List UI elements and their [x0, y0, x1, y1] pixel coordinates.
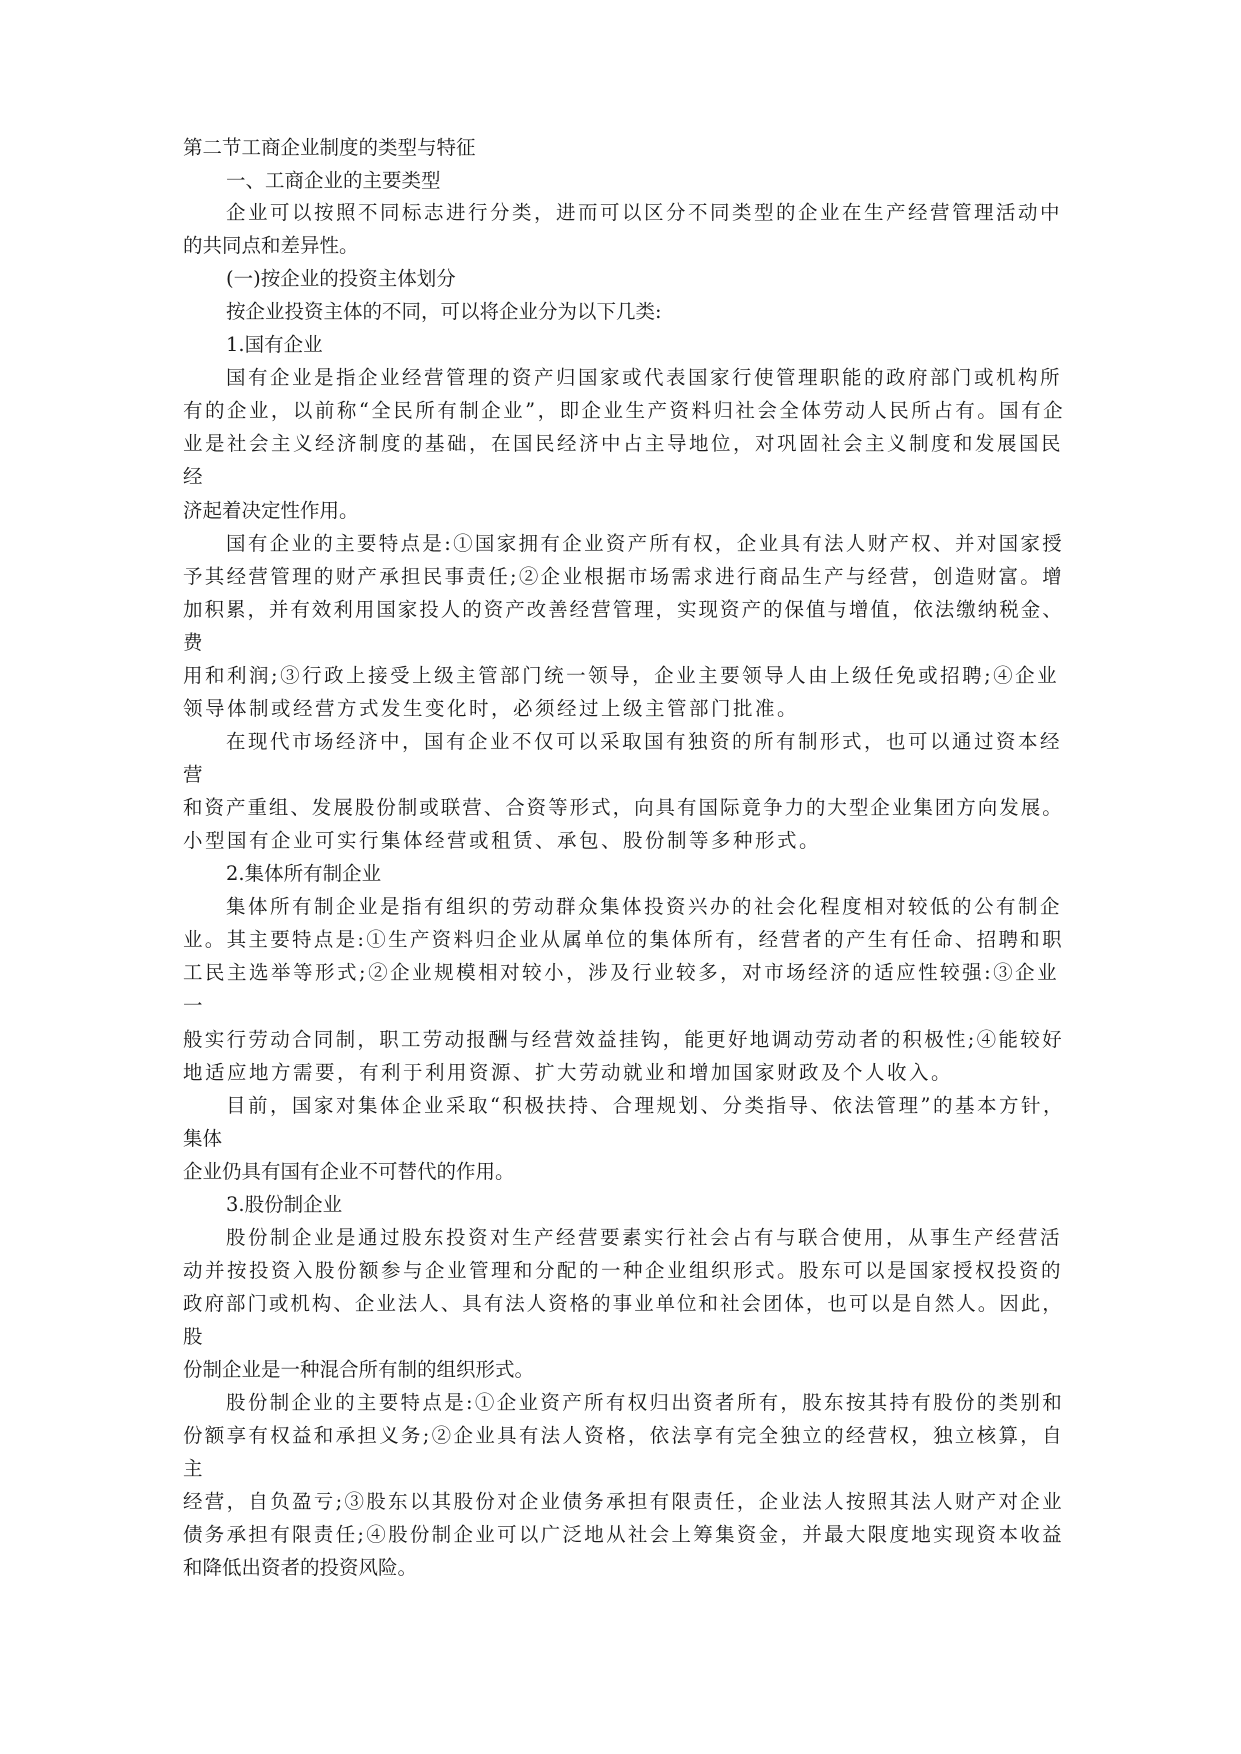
text-line: 一、工商企业的主要类型: [226, 169, 441, 192]
text-line: 和资产重组、发展股份制或联营、合资等形式，向具有国际竟争力的大型企业集团方向发展。: [183, 796, 1064, 819]
text-line: 的共同点和差异性。: [183, 234, 359, 257]
text-line: 费: [183, 631, 203, 654]
text-line: 份制企业是一种混合所有制的组织形式。: [183, 1358, 535, 1381]
text-line: 予其经营管理的财产承担民事责任;②企业根据市场需求进行商品生产与经营，创造财富。增: [183, 565, 1064, 588]
text-line: 债务承担有限责任;④股份制企业可以广泛地从社会上筹集资金，并最大限度地实现资本收益: [183, 1523, 1064, 1546]
text-line: 用和利润;③行政上接受上级主管部门统一领导，企业主要领导人由上级任免或招聘;④企业: [183, 664, 1060, 687]
text-line: 1.国有企业: [226, 333, 323, 356]
text-line: 在现代市场经济中，国有企业不仅可以采取国有独资的所有制形式，也可以通过资本经: [226, 730, 1063, 753]
text-line: 领导体制或经营方式发生变化时，必须经过上级主管部门批准。: [183, 697, 800, 720]
text-line: 般实行劳动合同制，职工劳动报酬与经营效益挂钩，能更好地调动劳动者的积极性;④能较好: [183, 1028, 1064, 1051]
text-line: 国有企业的主要特点是:①国家拥有企业资产所有权，企业具有法人财产权、并对国家授: [226, 532, 1065, 555]
text-line: 业。其主要特点是:①生产资料归企业从属单位的集体所有，经营者的产生有任命、招聘和职: [183, 928, 1064, 951]
text-line: 第二节工商企业制度的类型与特征: [183, 136, 476, 159]
text-line: 股份制企业是通过股东投资对生产经营要素实行社会占有与联合使用，从事生产经营活: [226, 1226, 1063, 1249]
text-line: 工民主选举等形式;②企业规模相对较小，涉及行业较多，对市场经济的适应性较强:③企业: [183, 961, 1060, 984]
text-line: 国有企业是指企业经营管理的资产归国家或代表国家行使管理职能的政府部门或机构所: [226, 366, 1063, 389]
text-line: 股份制企业的主要特点是:①企业资产所有权归出资者所有，股东按其持有股份的类别和: [226, 1391, 1065, 1414]
text-line: 主: [183, 1457, 203, 1480]
text-line: 集体所有制企业是指有组织的劳动群众集体投资兴办的社会化程度相对较低的公有制企: [226, 895, 1063, 918]
text-line: 3.股份制企业: [226, 1193, 343, 1216]
text-line: 经: [183, 465, 203, 488]
text-line: (一)按企业的投资主体划分: [226, 267, 456, 290]
text-line: 企业仍具有国有企业不可替代的作用。: [183, 1160, 515, 1183]
text-line: 地适应地方需要，有利于利用资源、扩大劳动就业和增加国家财政及个人收入。: [183, 1061, 954, 1084]
text-line: 经营，自负盈亏;③股东以其股份对企业债务承担有限责任，企业法人按照其法人财产对企业: [183, 1490, 1064, 1513]
text-line: 有的企业，以前称“全民所有制企业”，即企业生产资料归社会全体劳动人民所占有。国有企: [183, 399, 1066, 422]
text-line: 加积累，并有效利用国家投人的资产改善经营管理，实现资产的保值与增值，依法缴纳税金、: [183, 598, 1064, 621]
text-line: 份额享有权益和承担义务;②企业具有法人资格，依法享有完全独立的经营权，独立核算，自: [183, 1424, 1064, 1447]
text-line: 小型国有企业可实行集体经营或租赁、承包、股份制等多种形式。: [183, 829, 822, 852]
text-line: 济起着决定性作用。: [183, 499, 359, 522]
text-line: 按企业投资主体的不同，可以将企业分为以下几类:: [226, 300, 662, 323]
text-line: 目前，国家对集体企业采取“积极扶持、合理规划、分类指导、依法管理”的基本方针，: [226, 1094, 1065, 1117]
text-line: 股: [183, 1325, 203, 1348]
text-line: 和降低出资者的投资风险。: [183, 1556, 418, 1579]
text-line: 业是社会主义经济制度的基础，在国民经济中占主导地位，对巩固社会主义制度和发展国民: [183, 432, 1064, 455]
text-line: 动并按投资入股份额参与企业管理和分配的一种企业组织形式。股东可以是国家授权投资的: [183, 1259, 1064, 1282]
text-line: 政府部门或机构、企业法人、具有法人资格的事业单位和社会团体，也可以是自然人。因此，: [183, 1292, 1064, 1315]
text-line: 一: [183, 994, 203, 1017]
text-line: 集体: [183, 1127, 223, 1150]
text-line: 企业可以按照不同标志进行分类，进而可以区分不同类型的企业在生产经营管理活动中: [226, 201, 1063, 224]
text-line: 2.集体所有制企业: [226, 862, 382, 885]
text-line: 营: [183, 763, 203, 786]
